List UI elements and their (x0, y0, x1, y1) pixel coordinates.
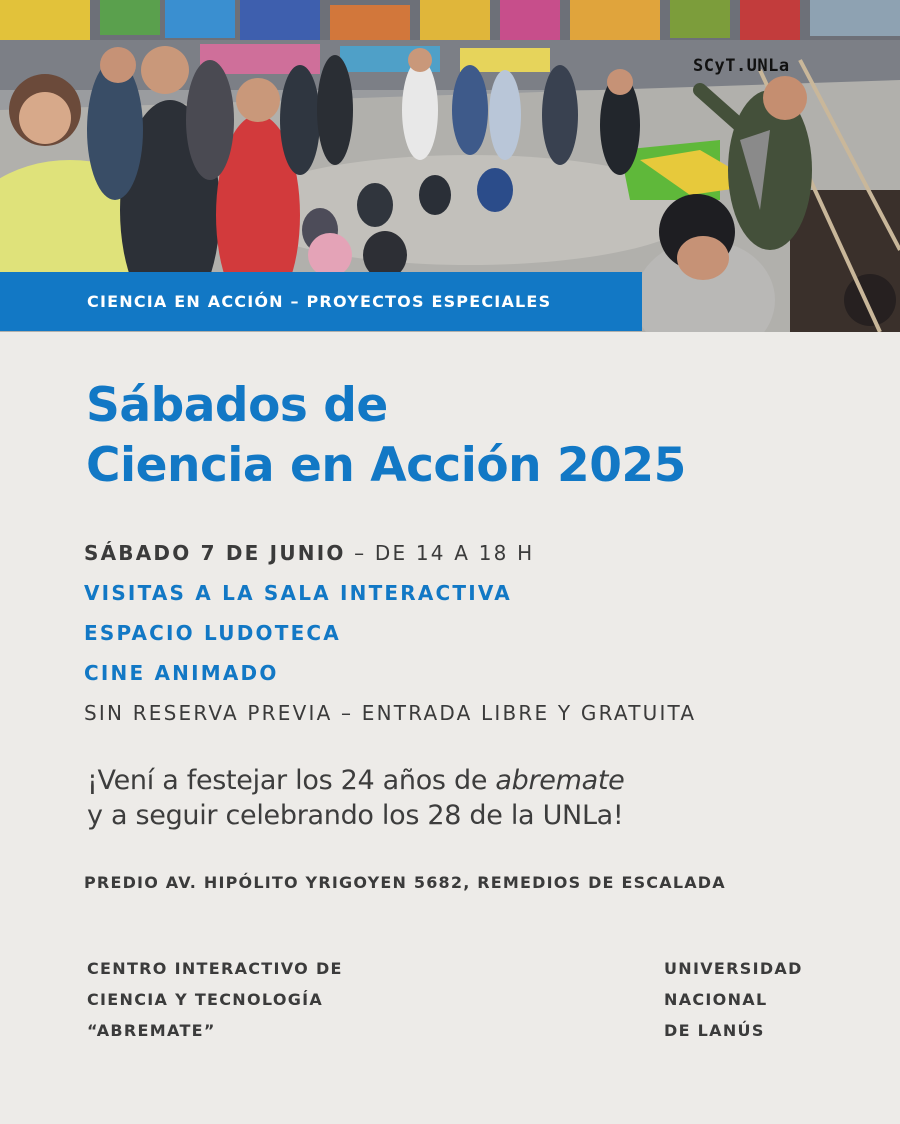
university-logo (664, 953, 803, 1046)
center-line: CENTRO INTERACTIVO DE (87, 959, 343, 978)
abremate-center-name (87, 953, 343, 1046)
address-label: PREDIO (84, 873, 160, 892)
event-date: SÁBADO 7 DE JUNIO (84, 541, 346, 565)
abremate-name: abremate (495, 765, 625, 796)
university-line: DE LANÚS (664, 1021, 765, 1040)
venue-address (84, 873, 726, 892)
scyt-unla-logo: SCyT.UNLa (693, 56, 790, 76)
event-title-line-2: Ciencia en Acción 2025 (86, 438, 686, 493)
message-line-1: ¡Vení a festejar los 24 años de (87, 765, 496, 796)
center-line: CIENCIA Y TECNOLOGÍA (87, 990, 324, 1009)
celebration-message (87, 763, 624, 833)
section-band: CIENCIA EN ACCIÓN – PROYECTOS ESPECIALES (0, 272, 642, 331)
event-time: – DE 14 A 18 H (345, 541, 535, 565)
center-line: “ABREMATE” (87, 1021, 216, 1040)
admission-note: SIN RESERVA PREVIA – ENTRADA LIBRE Y GRATUITA (84, 701, 697, 725)
university-line: NACIONAL (664, 990, 768, 1009)
address-value: AV. HIPÓLITO YRIGOYEN 5682, REMEDIOS DE ESCALADA (159, 873, 726, 892)
activity-item: ESPACIO LUDOTECA (84, 621, 341, 645)
date-row (84, 538, 696, 578)
university-line: UNIVERSIDAD (664, 959, 803, 978)
event-title-line-1: Sábados de (86, 378, 388, 433)
event-title (86, 376, 686, 496)
event-schedule (84, 538, 696, 738)
activity-item: VISITAS A LA SALA INTERACTIVA (84, 581, 512, 605)
message-line-2: y a seguir celebrando los 28 de la UNLa! (87, 800, 624, 831)
activity-item: CINE ANIMADO (84, 661, 279, 685)
